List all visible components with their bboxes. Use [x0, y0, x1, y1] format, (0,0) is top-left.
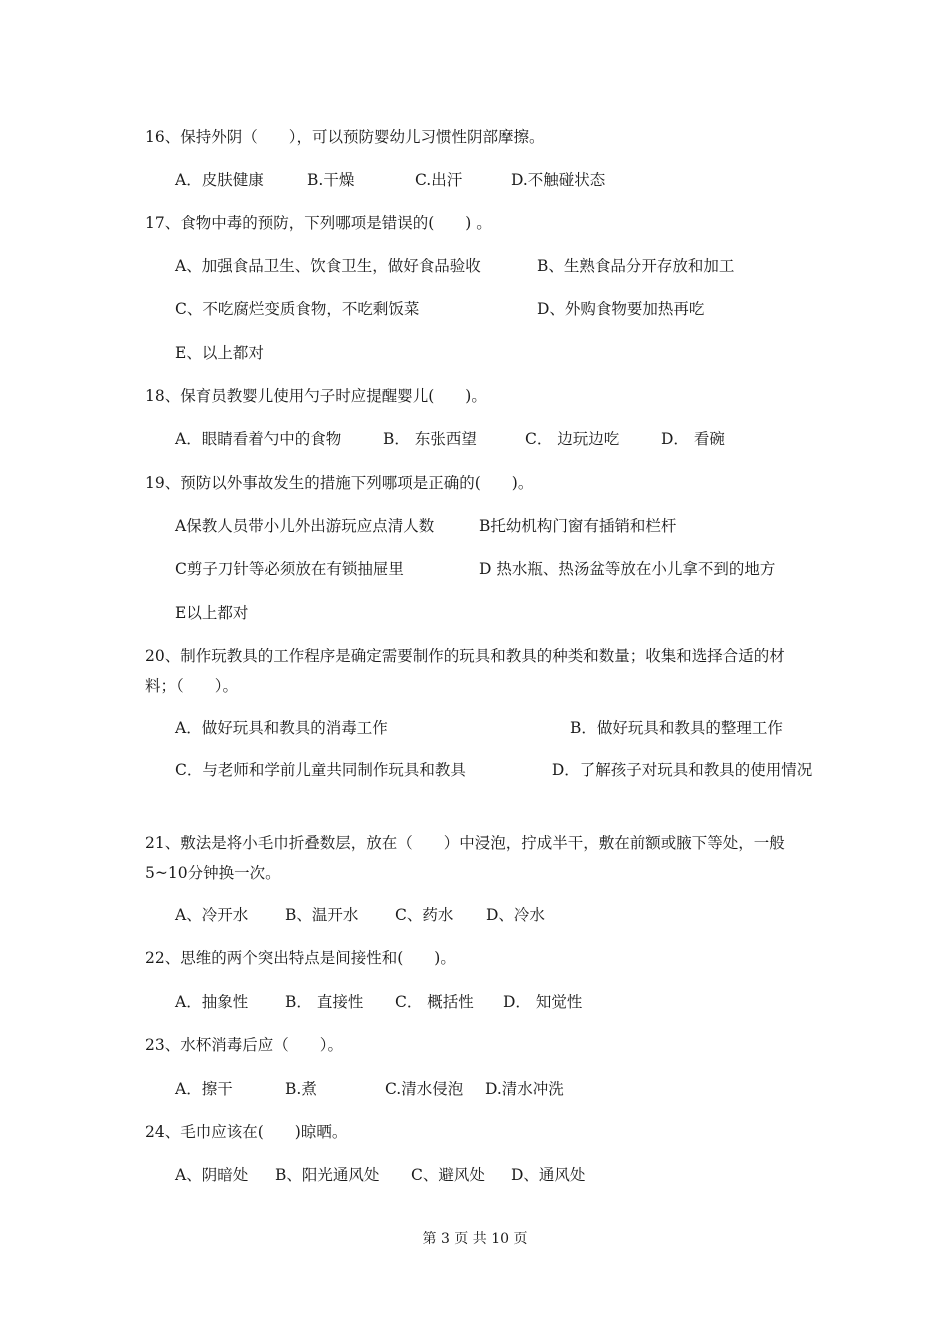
option-d: D．了解孩子对玩具和教具的使用情况 — [551, 761, 813, 779]
options-19-row1 — [175, 515, 815, 537]
option-d: D、冷水 — [486, 906, 545, 924]
option-a: A．擦干 — [175, 1080, 233, 1098]
question-19: 19、预防以外事故发生的措施下列哪项是正确的( )。 — [145, 474, 534, 492]
option-c: C． 概括性 — [395, 993, 474, 1011]
option-d: D.清水冲洗 — [485, 1080, 564, 1098]
option-d: D． 看碗 — [661, 430, 725, 448]
option-c: C．与老师和学前儿童共同制作玩具和教具 — [175, 761, 466, 779]
option-d: D、通风处 — [511, 1166, 586, 1184]
question-24: 24、毛巾应该在( )晾晒。 — [145, 1123, 348, 1141]
question-21: 21、敷法是将小毛巾折叠数层，放在（ ）中浸泡，拧成半干，敷在前额或腋下等处，一般5~10分钟换一次。 — [145, 834, 785, 882]
question-22: 22、思维的两个突出特点是间接性和( )。 — [145, 949, 456, 967]
options-21 — [175, 904, 815, 926]
option-b: B托幼机构门窗有插销和栏杆 — [479, 517, 677, 535]
option-c: C.清水侵泡 — [385, 1080, 464, 1098]
option-e: E、以上都对 — [175, 344, 264, 362]
option-c: C． 边玩边吃 — [525, 430, 620, 448]
option-b: B．做好玩具和教具的整理工作 — [570, 719, 783, 737]
option-c: C、药水 — [395, 906, 454, 924]
option-d: D、外购食物要加热再吃 — [537, 300, 705, 318]
option-b: B． 直接性 — [285, 993, 364, 1011]
options-17-row2 — [175, 298, 815, 320]
options-24 — [175, 1164, 815, 1186]
option-b: B.干燥 — [307, 171, 355, 189]
option-c: C、不吃腐烂变质食物，不吃剩饭菜 — [175, 300, 420, 318]
question-23: 23、水杯消毒后应（ ）。 — [145, 1036, 343, 1054]
question-17: 17、食物中毒的预防，下列哪项是错误的( ) 。 — [145, 214, 492, 232]
option-c: C剪子刀针等必须放在有锁抽屉里 — [175, 560, 404, 578]
option-b: B、阳光通风处 — [275, 1166, 380, 1184]
option-a: A．抽象性 — [175, 993, 249, 1011]
options-20-row2 — [145, 755, 815, 785]
options-17-row1 — [175, 255, 815, 277]
option-b: B、生熟食品分开存放和加工 — [537, 257, 735, 275]
option-b: B.煮 — [285, 1080, 317, 1098]
options-22 — [175, 991, 815, 1013]
options-19-row3 — [175, 602, 815, 624]
page-number: 第 3 页 共 10 页 — [422, 1231, 528, 1247]
options-20-row1 — [175, 717, 815, 739]
option-a: A、冷开水 — [175, 906, 249, 924]
option-c: C、避风处 — [411, 1166, 485, 1184]
options-17-row3 — [175, 342, 815, 364]
option-a: A、阴暗处 — [175, 1166, 249, 1184]
options-18 — [175, 428, 815, 450]
option-a: A．皮肤健康 — [175, 171, 264, 189]
option-a: A．眼睛看着勺中的食物 — [175, 430, 342, 448]
option-c: C.出汗 — [415, 171, 463, 189]
option-a: A、加强食品卫生、饮食卫生，做好食品验收 — [175, 257, 481, 275]
option-a: A．做好玩具和教具的消毒工作 — [175, 719, 388, 737]
option-e: E以上都对 — [175, 604, 249, 622]
option-d: D.不触碰状态 — [511, 171, 606, 189]
question-16: 16、保持外阴（ ），可以预防婴幼儿习惯性阴部摩擦。 — [145, 128, 545, 146]
options-19-row2 — [175, 558, 815, 580]
option-a: A保教人员带小儿外出游玩应点清人数 — [175, 517, 435, 535]
options-16 — [175, 169, 815, 191]
options-23 — [175, 1078, 815, 1100]
option-b: B． 东张西望 — [383, 430, 477, 448]
question-18: 18、保育员教婴儿使用勺子时应提醒婴儿( )。 — [145, 387, 487, 405]
option-d: D． 知觉性 — [503, 993, 583, 1011]
question-20: 20、制作玩教具的工作程序是确定需要制作的玩具和教具的种类和数量；收集和选择合适的材料；（ ）。 — [145, 647, 785, 695]
option-b: B、温开水 — [285, 906, 359, 924]
option-d: D 热水瓶、热汤盆等放在小儿拿不到的地方 — [479, 560, 776, 578]
